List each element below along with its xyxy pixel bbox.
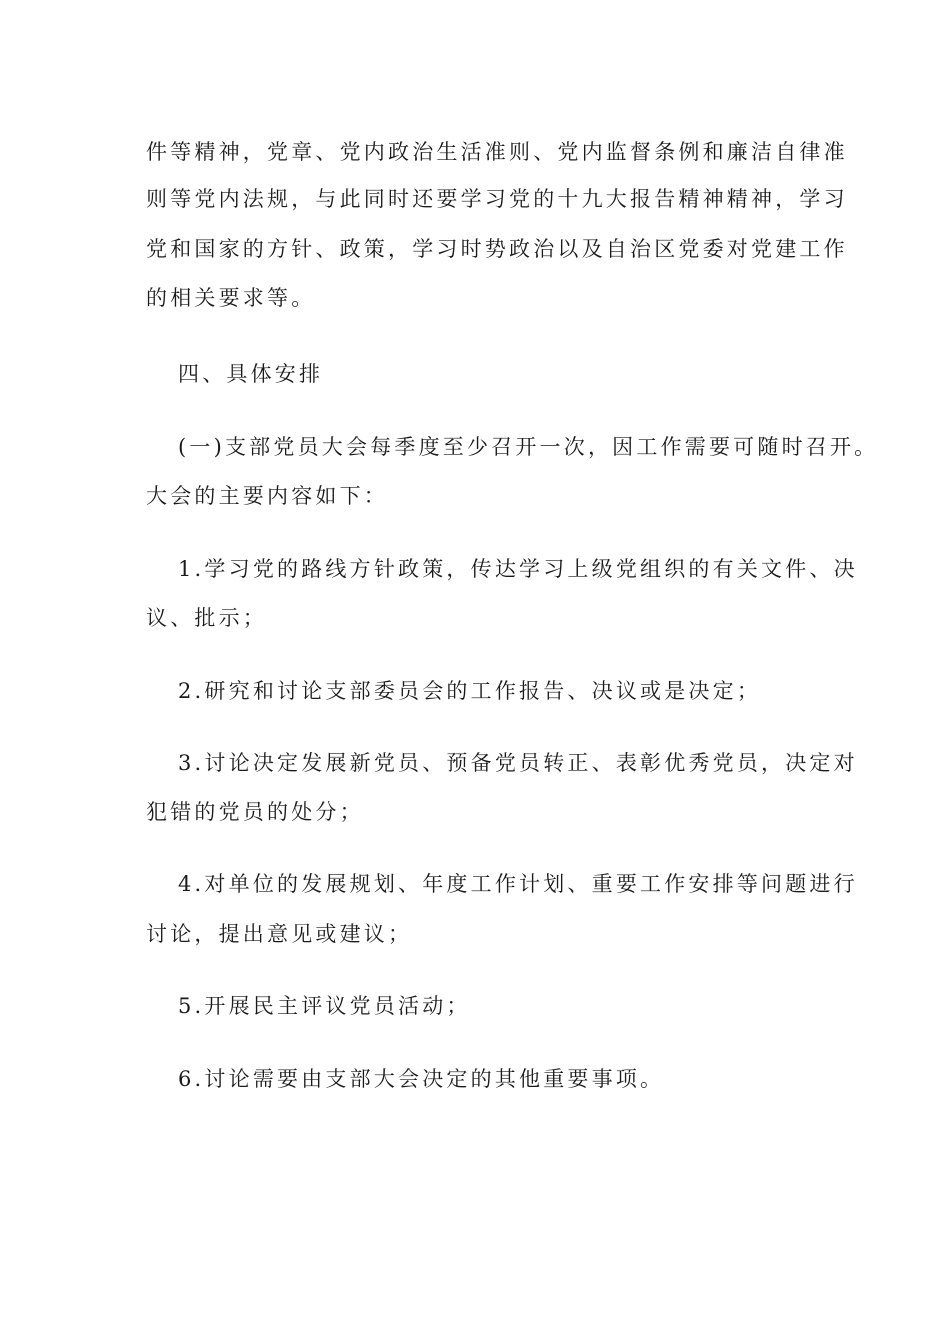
text-line: 犯错的党员的处分； (146, 800, 364, 824)
text-line: 则等党内法规，与此同时还要学习党的十九大报告精神精神，学习 (146, 187, 848, 211)
text-line: (一)支部党员大会每季度至少召开一次，因工作需要可随时召开。 (178, 435, 879, 459)
text-line: 党和国家的方针、政策，学习时势政治以及自治区党委对党建工作 (146, 237, 848, 261)
list-item: 4.对单位的发展规划、年度工作计划、重要工作安排等问题进行 (178, 872, 858, 896)
list-item: 3.讨论决定发展新党员、预备党员转正、表彰优秀党员，决定对 (178, 751, 858, 775)
text-line: 大会的主要内容如下： (146, 484, 388, 508)
list-item: 6.讨论需要由支部大会决定的其他重要事项。 (178, 1067, 665, 1091)
text-line: 讨论，提出意见或建议； (146, 922, 413, 946)
list-item: 1.学习党的路线方针政策，传达学习上级党组织的有关文件、决 (178, 557, 858, 581)
text-line: 件等精神，党章、党内政治生活准则、党内监督条例和廉洁自律准 (146, 140, 848, 164)
list-item: 5.开展民主评议党员活动； (178, 994, 471, 1018)
text-line: 的相关要求等。 (146, 286, 316, 310)
text-line: 议、批示； (146, 606, 267, 630)
section-heading: 四、具体安排 (178, 362, 324, 386)
list-item: 2.研究和讨论支部委员会的工作报告、决议或是决定； (178, 679, 762, 703)
